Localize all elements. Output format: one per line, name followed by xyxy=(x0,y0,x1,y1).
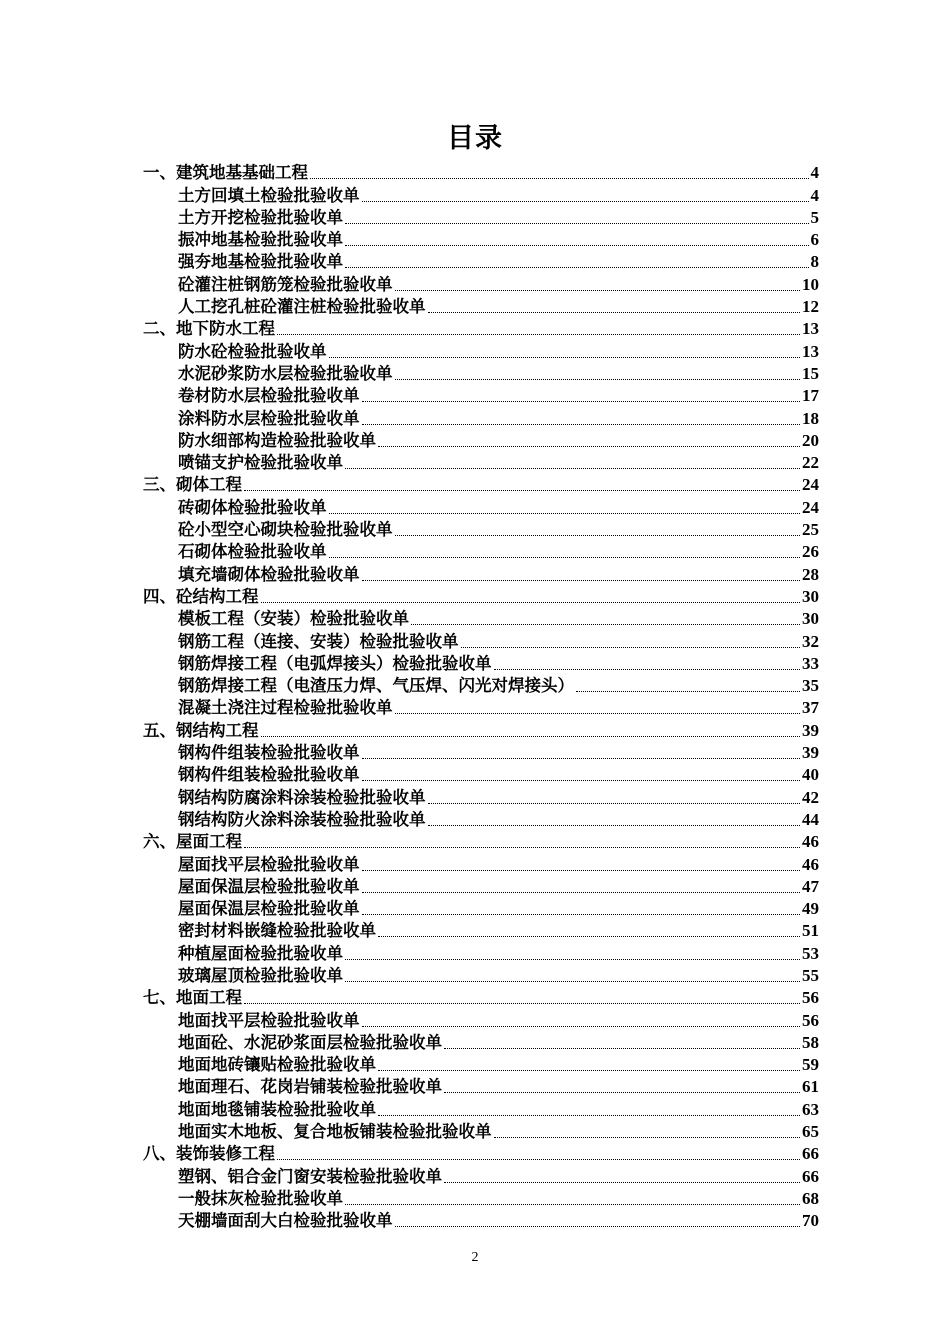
toc-section-entry[interactable] xyxy=(143,585,819,607)
toc-entry[interactable] xyxy=(143,875,819,897)
toc-entry[interactable] xyxy=(143,228,819,250)
toc-entry-page: 55 xyxy=(802,965,819,985)
toc-entry[interactable] xyxy=(143,852,819,874)
toc-entry-label: 天棚墙面刮大白检验批验收单 xyxy=(178,1211,393,1231)
toc-entry-page: 24 xyxy=(802,497,819,517)
dot-leader xyxy=(461,646,801,648)
dot-leader xyxy=(411,623,800,625)
page-number: 2 xyxy=(471,1250,479,1265)
toc-entry-label: 地面砼、水泥砂浆面层检验批验收单 xyxy=(178,1032,442,1052)
toc-entry-label: 砼小型空心砌块检验批验收单 xyxy=(178,520,393,540)
toc-entry[interactable] xyxy=(143,183,819,205)
toc-entry-label: 地面地砖镶贴检验批验收单 xyxy=(178,1055,376,1075)
toc-entry-page: 58 xyxy=(802,1032,819,1052)
toc-entry[interactable] xyxy=(143,518,819,540)
toc-entry-page: 4 xyxy=(810,185,819,205)
dot-leader xyxy=(329,556,801,558)
toc-entry-label: 土方开挖检验批验收单 xyxy=(178,207,343,227)
page-title: 目录 xyxy=(447,123,503,154)
toc-entry-page: 26 xyxy=(802,542,819,562)
toc-entry[interactable] xyxy=(143,897,819,919)
toc-entry-page: 20 xyxy=(802,430,819,450)
toc-entry-label: 钢筋焊接工程（电渣压力焊、气压焊、闪光对焊接头） xyxy=(178,676,574,696)
toc-entry[interactable] xyxy=(143,785,819,807)
toc-entry-page: 63 xyxy=(802,1099,819,1119)
toc-entry-page: 39 xyxy=(802,743,819,763)
dot-leader xyxy=(378,445,800,447)
toc-entry-label: 水泥砂浆防水层检验批验收单 xyxy=(178,363,393,383)
toc-entry[interactable] xyxy=(143,919,819,941)
toc-entry-page: 33 xyxy=(802,653,819,673)
dot-leader xyxy=(362,913,801,915)
toc-entry-page: 13 xyxy=(802,341,819,361)
dot-leader xyxy=(576,690,800,692)
dot-leader xyxy=(244,846,800,848)
toc-entry[interactable] xyxy=(143,1097,819,1119)
toc-entry-label: 防水细部构造检验批验收单 xyxy=(178,430,376,450)
dot-leader xyxy=(395,1225,801,1227)
toc-entry-label: 地面理石、花岗岩铺装检验批验收单 xyxy=(178,1077,442,1097)
toc-entry-label: 七、地面工程 xyxy=(143,988,242,1008)
toc-entry[interactable] xyxy=(143,1164,819,1186)
toc-entry-page: 46 xyxy=(802,854,819,874)
toc-entry-page: 56 xyxy=(802,1010,819,1030)
toc-entry-label: 人工挖孔桩砼灌注桩检验批验收单 xyxy=(178,297,426,317)
toc-entry-label: 八、装饰装修工程 xyxy=(143,1144,275,1164)
toc-section-entry[interactable] xyxy=(143,161,819,183)
dot-leader xyxy=(362,779,801,781)
toc-entry-label: 四、砼结构工程 xyxy=(143,586,259,606)
dot-leader xyxy=(244,489,800,491)
toc-entry[interactable] xyxy=(143,964,819,986)
dot-leader xyxy=(345,266,809,268)
dot-leader xyxy=(395,289,801,291)
toc-entry[interactable] xyxy=(143,451,819,473)
dot-leader xyxy=(261,735,801,737)
toc-entry-label: 振冲地基检验批验收单 xyxy=(178,230,343,250)
dot-leader xyxy=(277,333,800,335)
toc-section-entry[interactable] xyxy=(143,1142,819,1164)
toc-entry-label: 种植屋面检验批验收单 xyxy=(178,943,343,963)
toc-entry[interactable] xyxy=(143,562,819,584)
toc-entry-page: 32 xyxy=(802,631,819,651)
toc-entry[interactable] xyxy=(143,272,819,294)
dot-leader xyxy=(444,1047,800,1049)
toc-entry-label: 一般抹灰检验批验收单 xyxy=(178,1188,343,1208)
toc-entry-page: 8 xyxy=(810,252,819,272)
toc-section-entry[interactable] xyxy=(143,718,819,740)
dot-leader xyxy=(329,512,801,514)
toc-entry-label: 防水砼检验批验收单 xyxy=(178,341,327,361)
toc-entry[interactable] xyxy=(143,1187,819,1209)
dot-leader xyxy=(329,356,801,358)
dot-leader xyxy=(395,534,801,536)
toc-entry[interactable] xyxy=(143,607,819,629)
toc-entry-page: 5 xyxy=(810,207,819,227)
toc-entry-label: 钢筋焊接工程（电弧焊接头）检验批验收单 xyxy=(178,653,492,673)
toc-entry[interactable] xyxy=(143,1008,819,1030)
toc-entry-page: 6 xyxy=(810,230,819,250)
dot-leader xyxy=(362,423,801,425)
dot-leader xyxy=(444,1181,800,1183)
dot-leader xyxy=(428,824,801,826)
dot-leader xyxy=(378,935,800,937)
toc-entry-label: 一、建筑地基基础工程 xyxy=(143,163,308,183)
toc-entry[interactable] xyxy=(143,741,819,763)
toc-entry-page: 35 xyxy=(802,676,819,696)
dot-leader xyxy=(362,869,801,871)
dot-leader xyxy=(345,467,800,469)
toc-entry-page: 65 xyxy=(802,1122,819,1142)
toc-entry-page: 30 xyxy=(802,586,819,606)
toc-entry[interactable] xyxy=(143,429,819,451)
toc-entry[interactable] xyxy=(143,1120,819,1142)
dot-leader xyxy=(362,1025,801,1027)
toc-entry-page: 66 xyxy=(802,1144,819,1164)
dot-leader xyxy=(362,757,801,759)
dot-leader xyxy=(428,802,801,804)
toc-entry-page: 59 xyxy=(802,1055,819,1075)
toc-entry-label: 涂料防水层检验批验收单 xyxy=(178,408,360,428)
dot-leader xyxy=(345,1203,800,1205)
toc-entry-page: 12 xyxy=(802,297,819,317)
toc-entry-label: 二、地下防水工程 xyxy=(143,319,275,339)
toc-entry[interactable] xyxy=(143,406,819,428)
toc-entry-page: 17 xyxy=(802,386,819,406)
toc-entry-label: 混凝土浇注过程检验批验收单 xyxy=(178,698,393,718)
dot-leader xyxy=(277,1158,800,1160)
toc-entry-label: 卷材防水层检验批验收单 xyxy=(178,386,360,406)
toc-entry[interactable] xyxy=(143,674,819,696)
toc-entry[interactable] xyxy=(143,339,819,361)
dot-leader xyxy=(362,891,801,893)
toc-entry-page: 66 xyxy=(802,1166,819,1186)
toc-entry[interactable] xyxy=(143,384,819,406)
toc-entry-label: 土方回填土检验批验收单 xyxy=(178,185,360,205)
toc-entry-page: 25 xyxy=(802,520,819,540)
table-of-contents xyxy=(143,161,819,1231)
toc-entry-page: 18 xyxy=(802,408,819,428)
toc-entry-page: 49 xyxy=(802,899,819,919)
toc-entry[interactable] xyxy=(143,362,819,384)
toc-entry[interactable] xyxy=(143,629,819,651)
dot-leader xyxy=(362,400,801,402)
toc-entry-page: 47 xyxy=(802,876,819,896)
toc-entry[interactable] xyxy=(143,540,819,562)
toc-entry-label: 石砌体检验批验收单 xyxy=(178,542,327,562)
toc-entry-page: 39 xyxy=(802,720,819,740)
toc-entry-label: 填充墙砌体检验批验收单 xyxy=(178,564,360,584)
toc-entry-page: 13 xyxy=(802,319,819,339)
dot-leader xyxy=(345,244,809,246)
toc-entry-label: 密封材料嵌缝检验批验收单 xyxy=(178,921,376,941)
toc-entry-label: 地面实木地板、复合地板铺装检验批验收单 xyxy=(178,1122,492,1142)
toc-section-entry[interactable] xyxy=(143,317,819,339)
toc-entry-page: 37 xyxy=(802,698,819,718)
toc-entry-label: 砖砌体检验批验收单 xyxy=(178,497,327,517)
dot-leader xyxy=(261,601,801,603)
toc-entry-page: 40 xyxy=(802,765,819,785)
dot-leader xyxy=(378,1069,800,1071)
toc-entry-label: 模板工程（安装）检验批验收单 xyxy=(178,609,409,629)
dot-leader xyxy=(362,579,801,581)
toc-entry-page: 30 xyxy=(802,609,819,629)
dot-leader xyxy=(345,222,809,224)
toc-entry-page: 10 xyxy=(802,274,819,294)
toc-entry-label: 屋面保温层检验批验收单 xyxy=(178,899,360,919)
toc-entry-page: 42 xyxy=(802,787,819,807)
dot-leader xyxy=(378,1114,800,1116)
dot-leader xyxy=(362,200,809,202)
toc-entry-page: 68 xyxy=(802,1188,819,1208)
toc-entry-page: 56 xyxy=(802,988,819,1008)
toc-entry-label: 塑钢、铝合金门窗安装检验批验收单 xyxy=(178,1166,442,1186)
toc-entry[interactable] xyxy=(143,696,819,718)
toc-entry-label: 钢结构防腐涂料涂装检验批验收单 xyxy=(178,787,426,807)
toc-entry-page: 51 xyxy=(802,921,819,941)
toc-section-entry[interactable] xyxy=(143,473,819,495)
toc-entry[interactable] xyxy=(143,1075,819,1097)
dot-leader xyxy=(244,1002,800,1004)
toc-entry[interactable] xyxy=(143,763,819,785)
toc-entry[interactable] xyxy=(143,1031,819,1053)
toc-entry-label: 喷锚支护检验批验收单 xyxy=(178,453,343,473)
toc-entry[interactable] xyxy=(143,1053,819,1075)
toc-entry-page: 61 xyxy=(802,1077,819,1097)
toc-entry-label: 屋面保温层检验批验收单 xyxy=(178,876,360,896)
toc-entry[interactable] xyxy=(143,250,819,272)
toc-entry-label: 地面地毯铺装检验批验收单 xyxy=(178,1099,376,1119)
toc-entry[interactable] xyxy=(143,295,819,317)
dot-leader xyxy=(444,1091,800,1093)
toc-entry-label: 强夯地基检验批验收单 xyxy=(178,252,343,272)
dot-leader xyxy=(395,378,801,380)
toc-entry-label: 地面找平层检验批验收单 xyxy=(178,1010,360,1030)
toc-entry-label: 屋面找平层检验批验收单 xyxy=(178,854,360,874)
dot-leader xyxy=(310,177,809,179)
dot-leader xyxy=(494,1136,801,1138)
toc-section-entry[interactable] xyxy=(143,986,819,1008)
toc-entry[interactable] xyxy=(143,206,819,228)
toc-entry-label: 三、砌体工程 xyxy=(143,475,242,495)
toc-entry-label: 钢筋工程（连接、安装）检验批验收单 xyxy=(178,631,459,651)
dot-leader xyxy=(395,712,801,714)
toc-entry-page: 28 xyxy=(802,564,819,584)
dot-leader xyxy=(428,311,801,313)
toc-section-entry[interactable] xyxy=(143,830,819,852)
toc-entry-page: 46 xyxy=(802,832,819,852)
dot-leader xyxy=(345,980,800,982)
toc-entry-label: 钢构件组装检验批验收单 xyxy=(178,743,360,763)
toc-entry-label: 五、钢结构工程 xyxy=(143,720,259,740)
toc-entry-page: 70 xyxy=(802,1211,819,1231)
toc-entry-label: 砼灌注桩钢筋笼检验批验收单 xyxy=(178,274,393,294)
toc-entry-page: 53 xyxy=(802,943,819,963)
dot-leader xyxy=(345,958,800,960)
toc-entry-label: 六、屋面工程 xyxy=(143,832,242,852)
toc-entry[interactable] xyxy=(143,652,819,674)
toc-entry-page: 24 xyxy=(802,475,819,495)
toc-entry-page: 22 xyxy=(802,453,819,473)
toc-entry[interactable] xyxy=(143,495,819,517)
toc-entry-page: 4 xyxy=(810,163,819,183)
toc-entry-label: 玻璃屋顶检验批验收单 xyxy=(178,965,343,985)
toc-entry-label: 钢结构防火涂料涂装检验批验收单 xyxy=(178,809,426,829)
dot-leader xyxy=(494,668,801,670)
toc-entry-page: 44 xyxy=(802,809,819,829)
toc-entry[interactable] xyxy=(143,808,819,830)
toc-entry[interactable] xyxy=(143,1209,819,1231)
toc-entry-page: 15 xyxy=(802,363,819,383)
toc-entry-label: 钢构件组装检验批验收单 xyxy=(178,765,360,785)
toc-entry[interactable] xyxy=(143,941,819,963)
